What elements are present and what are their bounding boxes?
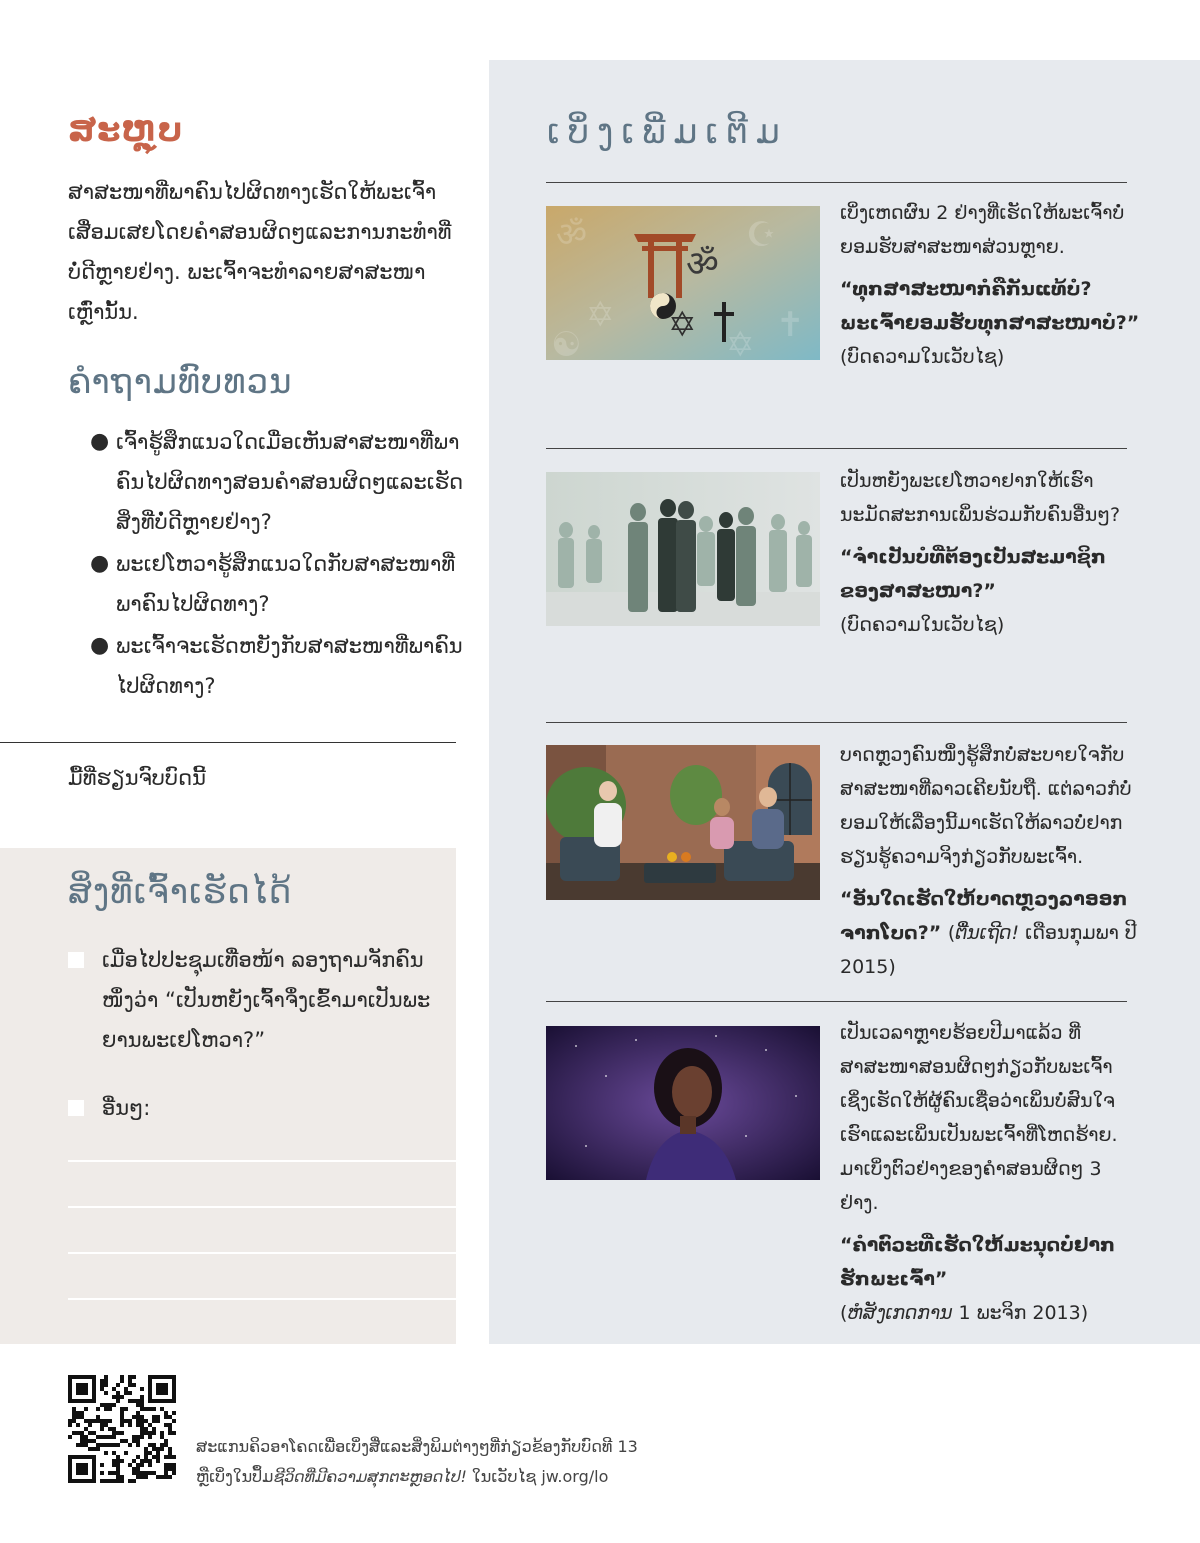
footer-line-1: ສະແກນຄິວອາໂຄດເພື່ອເບິ່ງສື່ແລະສິ່ງພິມຕ່າງໆທີ່ກ່ຽວຂ້ອງກັບບົດທີ 13 <box>196 1437 638 1456</box>
footer-line-2: ຫຼືເບິ່ງໃນປຶ້ມຊີວິດທີ່ມີຄວາມສຸກຕະຫຼອດໄປ! ໃນເວັບໄຊ jw.org/lo <box>196 1467 609 1486</box>
entry-divider <box>546 722 1127 723</box>
review-question: ● ເຈົ້າຮູ້ສຶກແນວໃດເມື່ອເຫັນສາສະໜາທີ່ພາຄົນໄປຜິດທາງສອນຄຳສອນຜິດໆແລະເຮັດສິ່ງທີ່ບໍ່ດີຫຼາຍຢ່າງ? <box>90 422 468 542</box>
qr-code[interactable] <box>68 1375 176 1483</box>
entry-source: (ບົດຄວາມໃນເວັບໄຊ) <box>840 614 1005 636</box>
source-date: ເດືອນກຸມພາ ປີ 2015 <box>840 922 1137 978</box>
entry-text <box>840 196 1140 374</box>
entry-text <box>840 464 1140 642</box>
book-title: ຊີວິດທີ່ມີຄວາມສຸກຕະຫຼອດໄປ! <box>273 1467 467 1486</box>
footer-note <box>196 1432 1096 1492</box>
congregation-gathering-illustration <box>546 472 820 626</box>
review-heading: ຄຳຖາມທົບທວນ <box>68 362 293 402</box>
entry-source: (ຫໍສັງເກດການ 1 ພະຈິກ 2013) <box>840 1302 1089 1324</box>
woman-night-sky-illustration <box>546 1026 820 1180</box>
review-questions-section <box>68 362 468 708</box>
entry-description: ເປັນຫຍັງພະເຢໂຫວາຢາກໃຫ້ເຮົານະມັດສະການເພິ່ນຮ່ວມກັບຄົນອື່ນໆ? <box>840 470 1121 526</box>
entry-text <box>840 1016 1140 1330</box>
entry-description: ເບິ່ງເຫດຜົນ 2 ຢ່າງທີ່ເຮັດໃຫ້ພະເຈົ້າບໍ່ຍອມຮັບສາສະໜາສ່ວນຫຼາຍ. <box>840 202 1125 258</box>
congregation-gathering-image[interactable] <box>546 472 820 626</box>
bullet-icon: ● <box>90 429 110 454</box>
religious-symbols-illustration <box>546 206 820 360</box>
summary-text: ສາສະໜາທີ່ພາຄົນໄປຜິດທາງເຮັດໃຫ້ພະເຈົ້າເສື່ອມເສຍໂດຍຄຳສອນຜິດໆແລະການກະທຳທີ່ບໍ່ດີຫຼາຍຢ່າງ. ພະເຈົ້າຈະທຳລາຍສາສະໜາເຫຼົ່ານັ້ນ. <box>68 180 452 324</box>
entry-title-link[interactable]: “ຈຳເປັນບໍທີ່ຕ້ອງເປັນສະມາຊິກຂອງສາສະໜາ?” <box>840 546 1106 602</box>
bullet-icon: ● <box>90 551 110 576</box>
entry-title-link[interactable]: “ອັນໃດເຮັດໃຫ້ບາດຫຼວງລາອອກຈາກໂບດ?” (ຕື່ນເຖີດ! ເດືອນກຸມພາ ປີ 2015) <box>840 888 1137 978</box>
entry-title-link[interactable]: “ທຸກສາສະໜາກໍຄືກັນແທ້ບໍ? ພະເຈົ້າຍອມຮັບທຸກສາສະໜາບໍ?” <box>840 278 1140 334</box>
entry-divider <box>546 448 1127 449</box>
write-in-line[interactable] <box>68 1160 456 1162</box>
write-in-line[interactable] <box>68 1206 456 1208</box>
patio-conversation-image[interactable] <box>546 745 820 900</box>
entry-title-link[interactable]: “ຄຳຕົວະທີ່ເຮັດໃຫ້ມະນຸດບໍ່ຢາກຮັກພະເຈົ້າ” <box>840 1234 1116 1290</box>
todo-heading: ສິ່ງທີ່ເຈົ້າເຮັດໄດ້ <box>68 872 293 912</box>
source-date: 1 ພະຈິກ 2013 <box>958 1302 1081 1324</box>
woman-night-sky-image[interactable] <box>546 1026 820 1180</box>
svg-text:☪: ☪ <box>746 215 777 255</box>
todo-item-text: ເມື່ອໄປປະຊຸມເທື່ອໜ້າ ລອງຖາມຈັກຄົນໜຶ່ງວ່າ “ເປັນຫຍັງເຈົ້າຈຶ່ງເຂົ້າມາເປັນພະຍານພະເຢໂຫວາ?” <box>102 948 431 1052</box>
svg-text:☯: ☯ <box>551 325 582 360</box>
entry-description: ເປັນເວລາຫຼາຍຮ້ອຍປີມາແລ້ວ ທີ່ສາສະໜາສອນຜິດໆກ່ຽວກັບພະເຈົ້າເຊິ່ງເຮັດໃຫ້ຜູ້ຄົນເຊື່ອວ່າເພິ່ນບໍ່ສົນໃຈເຮົາແລະເພິ່ນເປັນພະເຈົ້າທີ່ໂຫດຮ້າຍ. ມາເບິ່ງຕົວຢ່າງຂອງຄຳສອນຜິດໆ 3 ຢ່າງ. <box>840 1022 1118 1214</box>
todo-section <box>0 848 456 1344</box>
svg-text:✡: ✡ <box>586 295 615 335</box>
summary-section <box>68 110 458 332</box>
entry-divider <box>546 182 1127 183</box>
svg-text:ॐ: ॐ <box>686 244 719 285</box>
svg-text:✡: ✡ <box>726 325 755 360</box>
source-magazine: ຕື່ນເຖີດ! <box>955 922 1020 944</box>
finished-date-label: ມື້ທີ່ຮຽນຈົບບົດນີ້ <box>68 766 206 790</box>
entry-divider <box>546 1001 1127 1002</box>
svg-text:✡: ✡ <box>668 305 697 345</box>
review-question-list <box>68 422 468 706</box>
review-question: ● ພະເຈົ້າຈະເຮັດຫຍັງກັບສາສະໜາທີ່ພາຄົນໄປຜິດທາງ? <box>90 626 468 706</box>
summary-heading: ສະຫຼຸບ <box>68 110 184 150</box>
entry-text <box>840 738 1140 984</box>
review-question: ● ພະເຢໂຫວາຮູ້ສຶກແນວໃດກັບສາສະໜາທີ່ພາຄົນໄປຜິດທາງ? <box>90 544 468 624</box>
entry-description: ບາດຫຼວງຄົນໜຶ່ງຮູ້ສຶກບໍ່ສະບາຍໃຈກັບສາສະໜາທີ່ລາວເຄີຍນັບຖື. ແຕ່ລາວກໍບໍ່ຍອມໃຫ້ເລື່ອງນີ້ມາເຮັດໃຫ້ລາວບໍ່ຢາກຮຽນຮູ້ຄວາມຈິງກ່ຽວກັບພະເຈົ້າ. <box>840 744 1132 868</box>
svg-text:ॐ: ॐ <box>556 215 588 255</box>
todo-item-other <box>68 1088 438 1128</box>
qr-code-icon <box>68 1375 176 1483</box>
learn-more-heading: ເບິ່ງເພີ່ມເຕີມ <box>547 112 788 152</box>
checkbox[interactable] <box>68 952 84 968</box>
todo-item-text: ອື່ນໆ: <box>102 1096 151 1120</box>
patio-conversation-illustration <box>546 745 820 900</box>
svg-text:✝: ✝ <box>776 305 805 345</box>
bullet-icon: ● <box>90 633 110 658</box>
write-in-line[interactable] <box>68 1252 456 1254</box>
finished-date-divider <box>0 742 456 743</box>
source-magazine: ຫໍສັງເກດການ <box>847 1302 953 1324</box>
religious-symbols-image[interactable] <box>546 206 820 360</box>
todo-item <box>68 940 438 1060</box>
entry-source: (ບົດຄວາມໃນເວັບໄຊ) <box>840 346 1005 368</box>
checkbox[interactable] <box>68 1100 84 1116</box>
write-in-line[interactable] <box>68 1298 456 1300</box>
